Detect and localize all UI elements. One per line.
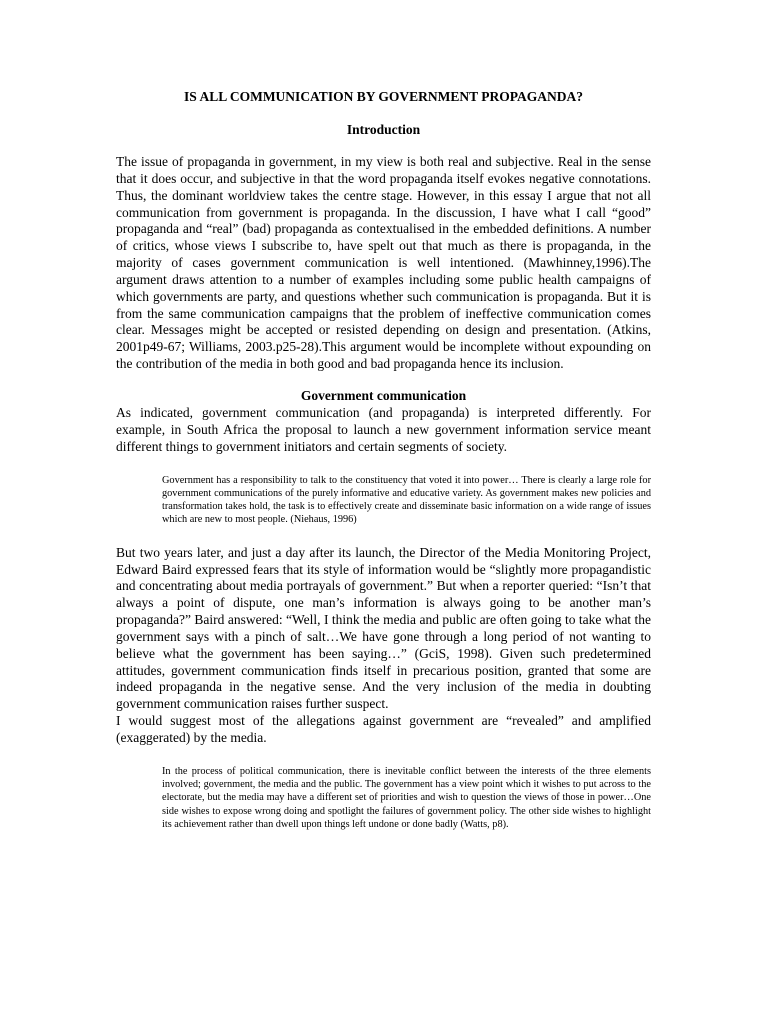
section-heading-introduction: Introduction (346, 122, 421, 137)
allegations-paragraph: I would suggest most of the allegations against government are “revealed” and amplified (exaggerated) by the media. (116, 713, 651, 745)
media-monitoring-paragraph: But two years later, and just a day after its launch, the Director of the Media Monitoring Project, Edward Baird expressed fears that its style of information would be “slightly more propagandistic and concentrating about media portrayals of government.” But when a reporter queried: “Isn’t that always a point of dispute, one man’s information is always going to be another man’s propaganda?” Baird answered: “Well, I think the media and public are often going to take what the government says with a pinch of salt…We have gone through a long period of not wanting to believe what the government has been saying…” (GciS, 1998). Given such predetermined attitudes, government communication finds itself in precarious position, granted that some are indeed propaganda in the negative sense. And the very inclusion of the media in doubting government communication raises further suspect. (116, 544, 651, 712)
block-quote-niehaus: Government has a responsibility to talk to the constituency that voted it into power… There is clearly a large role for government communications of the purely informative and educative variety. As government makes new policies and transformation takes hold, the task is to effectively create and disseminate basic information on a wide range of issues which are new to most people. (Niehaus, 1996) (162, 474, 651, 526)
document-title: IS ALL COMMUNICATION BY GOVERNMENT PROPAGANDA? (184, 89, 583, 104)
government-communication-paragraph: As indicated, government communication (and propaganda) is interpreted differently. For example, in South Africa the proposal to launch a new government information service meant different things to government initiators and certain segments of society. (116, 404, 651, 454)
section-heading-government-communication: Government communication (300, 387, 467, 403)
document-page (116, 88, 651, 831)
introduction-paragraph: The issue of propaganda in government, in my view is both real and subjective. Real in the sense that it does occur, and subjective in that the word propaganda itself evokes negative connotations. Thus, the dominant worldview takes the centre stage. However, in this essay I argue that not all communication from government is propaganda. In the discussion, I have what I call “good” propaganda and “real” (bad) propaganda as contextualised in the embedded definitions. A number of critics, whose views I subscribe to, have spelt out that much as there is propaganda, in the majority of cases government communication is well intentioned. (Mawhinney,1996).The argument draws attention to a number of examples including some public health campaigns of which governments are party, and questions whether such communication is propaganda. But it is from the same communication campaigns that the problem of ineffective communication comes clear. Messages might be accepted or resisted depending on design and presentation. (Atkins, 2001p49-67; Williams, 2003.p25-28).This argument would be incomplete without expounding on the contribution of the media in both good and bad propaganda hence its inclusion. (116, 154, 651, 372)
block-quote-watts: In the process of political communication, there is inevitable conflict between the interests of the three elements involved; government, the media and the public. The government has a view point which it wishes to put across to the electorate, but the media may have a different set of priorities and wish to question the views of those in power…One side wishes to expose wrong doing and spotlight the failures of government policy. The other side wishes to highlight its achievement rather than dwell upon things left undone or done badly (Watts, p8). (162, 765, 651, 830)
